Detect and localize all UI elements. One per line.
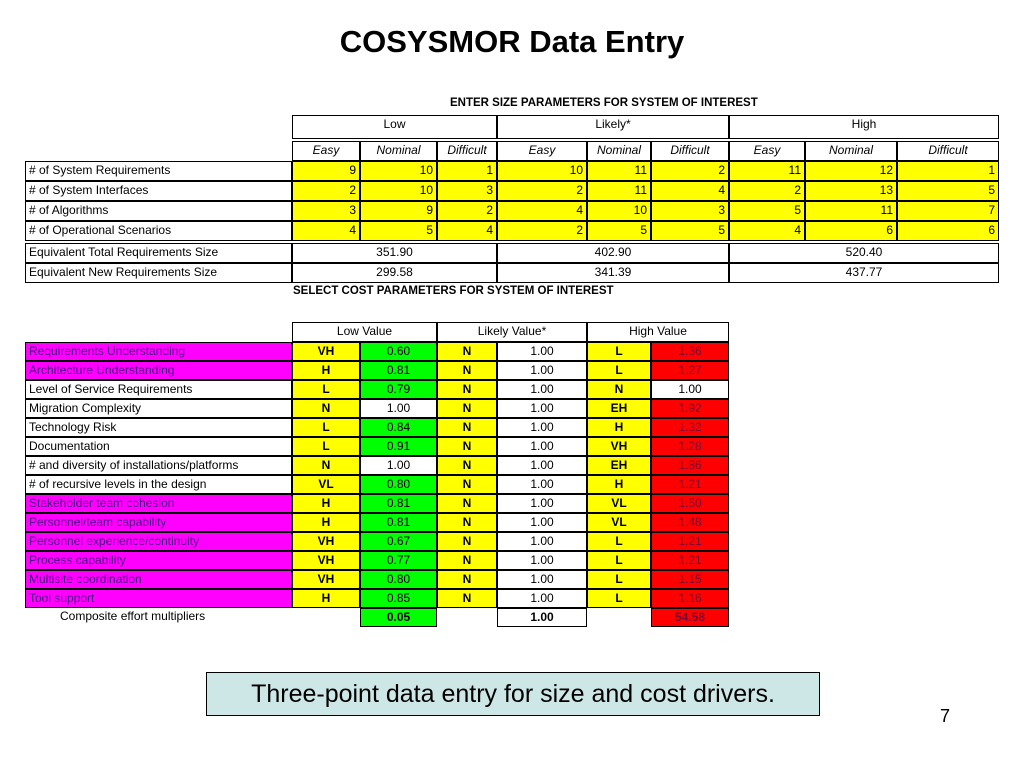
size-value-cell: 4 [292, 221, 360, 241]
likely-multiplier-value: 1.00 [497, 418, 587, 437]
likely-multiplier-value: 1.00 [497, 570, 587, 589]
equivalent-size-value: 299.58 [292, 263, 497, 283]
size-value-cell: 4 [437, 221, 497, 241]
size-row-label: # of System Interfaces [25, 181, 292, 201]
likely-multiplier-value: 1.00 [497, 551, 587, 570]
likely-rating-code: N [437, 456, 497, 475]
size-section-heading: ENTER SIZE PARAMETERS FOR SYSTEM OF INTEREST [450, 97, 758, 109]
cost-driver-label: Process capability [25, 551, 292, 570]
size-row-label: # of System Requirements [25, 161, 292, 181]
high-rating-code: VL [587, 494, 651, 513]
high-rating-code: EH [587, 399, 651, 418]
cost-driver-label: Personnel/team capability [25, 513, 292, 532]
cost-driver-label: Requirements Understanding [25, 342, 292, 361]
size-value-cell: 5 [651, 221, 729, 241]
cost-driver-label: Technology Risk [25, 418, 292, 437]
size-value-cell: 3 [292, 201, 360, 221]
high-multiplier-value: 1.50 [651, 494, 729, 513]
high-rating-code: N [587, 380, 651, 399]
likely-rating-code: N [437, 475, 497, 494]
likely-rating-code: N [437, 361, 497, 380]
likely-rating-code: N [437, 437, 497, 456]
low-rating-code: N [292, 456, 360, 475]
likely-rating-code: N [437, 342, 497, 361]
low-rating-code: L [292, 380, 360, 399]
low-rating-code: H [292, 513, 360, 532]
low-rating-code: N [292, 399, 360, 418]
low-multiplier-value: 0.80 [360, 475, 437, 494]
cost-driver-label: Tool support [25, 589, 292, 608]
composite-low-value: 0.05 [360, 608, 437, 627]
size-value-cell: 4 [729, 221, 805, 241]
equivalent-size-value: 402.90 [497, 243, 729, 263]
size-value-cell: 2 [292, 181, 360, 201]
low-rating-code: H [292, 589, 360, 608]
cost-driver-label: Stakeholder team cohesion [25, 494, 292, 513]
size-value-cell: 11 [805, 201, 897, 221]
likely-multiplier-value: 1.00 [497, 589, 587, 608]
low-rating-code: H [292, 494, 360, 513]
composite-high-value: 54.58 [651, 608, 729, 627]
high-multiplier-value: 1.21 [651, 475, 729, 494]
cost-section-heading: SELECT COST PARAMETERS FOR SYSTEM OF INTEREST [293, 285, 614, 297]
high-multiplier-value: 1.48 [651, 513, 729, 532]
high-multiplier-value: 1.21 [651, 532, 729, 551]
high-multiplier-value: 1.27 [651, 361, 729, 380]
low-rating-code: VH [292, 551, 360, 570]
size-subheader: Difficult [651, 141, 729, 161]
size-subheader: Nominal [360, 141, 437, 161]
size-value-cell: 9 [360, 201, 437, 221]
likely-rating-code: N [437, 532, 497, 551]
size-value-cell: 5 [729, 201, 805, 221]
size-value-cell: 3 [437, 181, 497, 201]
low-multiplier-value: 0.60 [360, 342, 437, 361]
likely-multiplier-value: 1.00 [497, 361, 587, 380]
high-rating-code: VH [587, 437, 651, 456]
high-rating-code: L [587, 551, 651, 570]
equivalent-size-value: 341.39 [497, 263, 729, 283]
size-value-cell: 2 [497, 181, 587, 201]
size-value-cell: 10 [360, 181, 437, 201]
size-value-cell: 11 [587, 181, 651, 201]
size-value-cell: 13 [805, 181, 897, 201]
likely-multiplier-value: 1.00 [497, 456, 587, 475]
size-subheader: Nominal [805, 141, 897, 161]
high-multiplier-value: 1.16 [651, 589, 729, 608]
cost-column-header: High Value [587, 322, 729, 342]
high-rating-code: EH [587, 456, 651, 475]
low-multiplier-value: 1.00 [360, 399, 437, 418]
high-multiplier-value: 1.00 [651, 380, 729, 399]
high-rating-code: H [587, 418, 651, 437]
size-value-cell: 10 [587, 201, 651, 221]
cost-driver-label: Architecture Understanding [25, 361, 292, 380]
high-multiplier-value: 1.86 [651, 456, 729, 475]
size-row-label: # of Algorithms [25, 201, 292, 221]
likely-rating-code: N [437, 513, 497, 532]
likely-rating-code: N [437, 589, 497, 608]
high-rating-code: L [587, 570, 651, 589]
high-rating-code: L [587, 361, 651, 380]
low-rating-code: L [292, 418, 360, 437]
cost-column-header: Low Value [292, 322, 437, 342]
equivalent-size-value: 351.90 [292, 243, 497, 263]
likely-rating-code: N [437, 494, 497, 513]
cost-column-header: Likely Value* [437, 322, 587, 342]
likely-multiplier-value: 1.00 [497, 513, 587, 532]
low-multiplier-value: 0.81 [360, 361, 437, 380]
size-value-cell: 6 [897, 221, 999, 241]
low-multiplier-value: 0.80 [360, 570, 437, 589]
size-value-cell: 5 [587, 221, 651, 241]
size-value-cell: 5 [897, 181, 999, 201]
low-multiplier-value: 1.00 [360, 456, 437, 475]
high-multiplier-value: 1.32 [651, 418, 729, 437]
size-value-cell: 1 [897, 161, 999, 181]
likely-multiplier-value: 1.00 [497, 399, 587, 418]
cost-driver-label: Documentation [25, 437, 292, 456]
low-multiplier-value: 0.67 [360, 532, 437, 551]
size-value-cell: 4 [497, 201, 587, 221]
high-multiplier-value: 1.15 [651, 570, 729, 589]
high-rating-code: L [587, 342, 651, 361]
likely-rating-code: N [437, 399, 497, 418]
size-value-cell: 11 [587, 161, 651, 181]
low-rating-code: VL [292, 475, 360, 494]
size-value-cell: 7 [897, 201, 999, 221]
likely-multiplier-value: 1.00 [497, 380, 587, 399]
high-multiplier-value: 1.21 [651, 551, 729, 570]
equivalent-size-label: Equivalent New Requirements Size [25, 263, 292, 283]
high-multiplier-value: 1.28 [651, 437, 729, 456]
size-subheader: Difficult [437, 141, 497, 161]
composite-label: Composite effort multipliers [60, 609, 206, 623]
low-rating-code: VH [292, 532, 360, 551]
composite-likely-value: 1.00 [497, 608, 587, 627]
likely-multiplier-value: 1.00 [497, 342, 587, 361]
low-multiplier-value: 0.81 [360, 494, 437, 513]
cost-driver-label: Personnel experience/continuity [25, 532, 292, 551]
size-group-header: Low [292, 115, 497, 139]
likely-multiplier-value: 1.00 [497, 437, 587, 456]
size-subheader: Difficult [897, 141, 999, 161]
size-subheader: Easy [497, 141, 587, 161]
size-value-cell: 9 [292, 161, 360, 181]
size-value-cell: 2 [729, 181, 805, 201]
likely-rating-code: N [437, 551, 497, 570]
size-value-cell: 2 [437, 201, 497, 221]
equivalent-size-label: Equivalent Total Requirements Size [25, 243, 292, 263]
size-group-header: Likely* [497, 115, 729, 139]
low-multiplier-value: 0.81 [360, 513, 437, 532]
size-row-label: # of Operational Scenarios [25, 221, 292, 241]
high-rating-code: H [587, 475, 651, 494]
low-multiplier-value: 0.84 [360, 418, 437, 437]
page-number: 7 [940, 706, 951, 726]
size-value-cell: 2 [497, 221, 587, 241]
likely-rating-code: N [437, 380, 497, 399]
cost-driver-label: Multisite coordination [25, 570, 292, 589]
equivalent-size-value: 437.77 [729, 263, 999, 283]
size-value-cell: 4 [651, 181, 729, 201]
likely-rating-code: N [437, 418, 497, 437]
low-multiplier-value: 0.79 [360, 380, 437, 399]
size-subheader: Easy [729, 141, 805, 161]
size-value-cell: 2 [651, 161, 729, 181]
page-title: COSYSMOR Data Entry [339, 24, 685, 59]
high-rating-code: L [587, 532, 651, 551]
cost-driver-label: Level of Service Requirements [25, 380, 292, 399]
size-value-cell: 10 [360, 161, 437, 181]
size-value-cell: 11 [729, 161, 805, 181]
likely-multiplier-value: 1.00 [497, 494, 587, 513]
low-multiplier-value: 0.77 [360, 551, 437, 570]
cost-driver-label: Migration Complexity [25, 399, 292, 418]
size-value-cell: 6 [805, 221, 897, 241]
high-rating-code: L [587, 589, 651, 608]
cost-driver-label: # of recursive levels in the design [25, 475, 292, 494]
low-multiplier-value: 0.91 [360, 437, 437, 456]
size-value-cell: 5 [360, 221, 437, 241]
low-rating-code: VH [292, 342, 360, 361]
high-multiplier-value: 1.36 [651, 342, 729, 361]
size-subheader: Easy [292, 141, 360, 161]
likely-rating-code: N [437, 570, 497, 589]
size-value-cell: 10 [497, 161, 587, 181]
size-value-cell: 3 [651, 201, 729, 221]
high-multiplier-value: 1.92 [651, 399, 729, 418]
size-subheader: Nominal [587, 141, 651, 161]
low-rating-code: H [292, 361, 360, 380]
low-multiplier-value: 0.85 [360, 589, 437, 608]
size-group-header: High [729, 115, 999, 139]
low-rating-code: L [292, 437, 360, 456]
equivalent-size-value: 520.40 [729, 243, 999, 263]
high-rating-code: VL [587, 513, 651, 532]
likely-multiplier-value: 1.00 [497, 532, 587, 551]
size-value-cell: 1 [437, 161, 497, 181]
low-rating-code: VH [292, 570, 360, 589]
slide-caption: Three-point data entry for size and cost drivers. [206, 672, 820, 716]
cost-driver-label: # and diversity of installations/platforms [25, 456, 292, 475]
likely-multiplier-value: 1.00 [497, 475, 587, 494]
size-value-cell: 12 [805, 161, 897, 181]
